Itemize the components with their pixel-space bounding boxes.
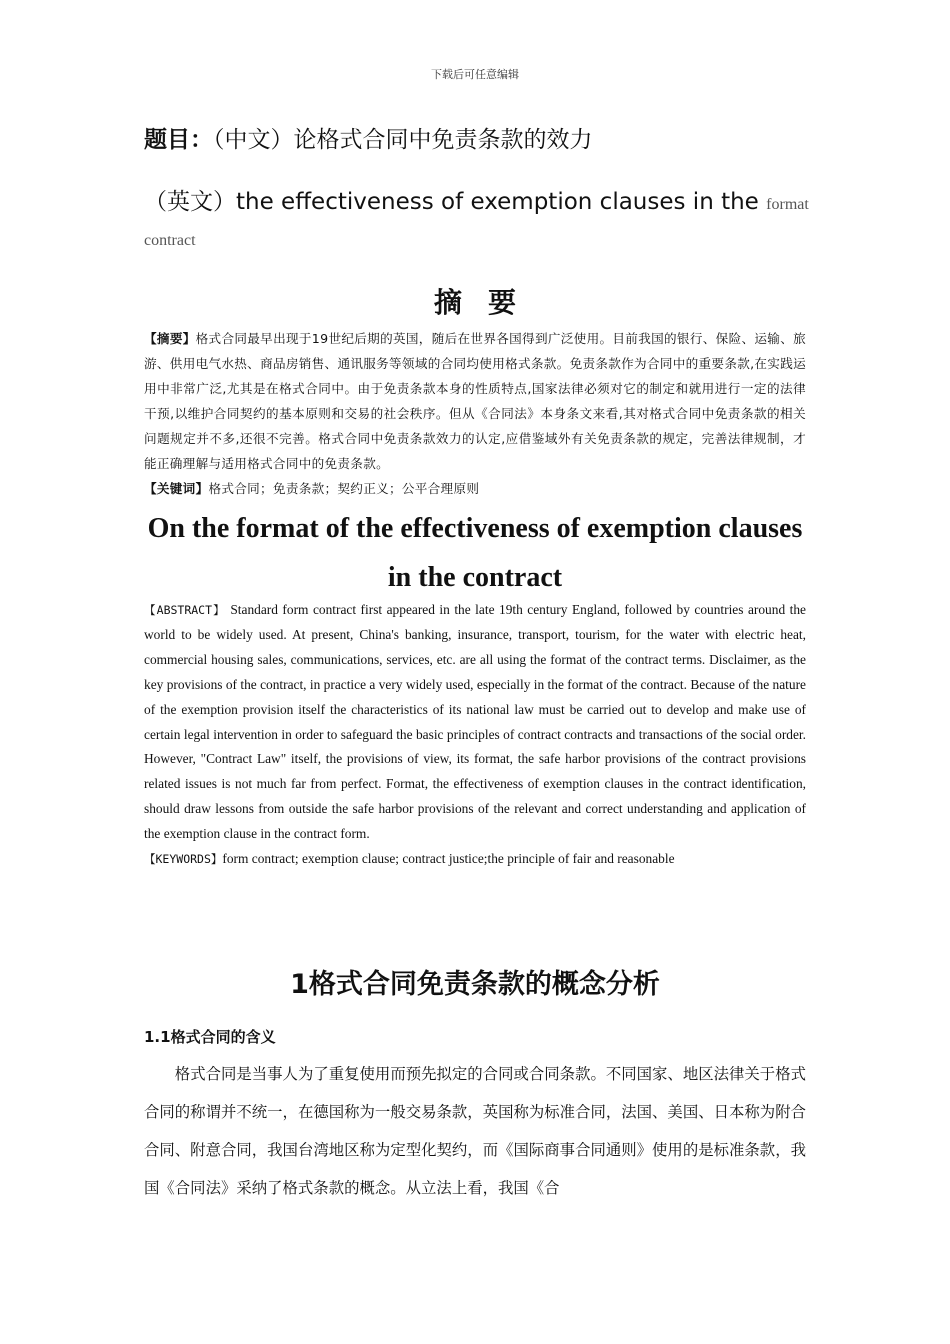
english-title: On the format of the effectiveness of exemption clauses in the contract <box>147 513 803 593</box>
section-title: 1格式合同免责条款的概念分析 <box>290 969 660 1000</box>
title-english <box>144 184 814 251</box>
title-english-text: （英文）the effectiveness of exemption clauses in the <box>144 189 759 215</box>
subsection-title: 1.1格式合同的含义 <box>144 1028 276 1046</box>
keywords-english: form contract; exemption clause; contract justice;the principle of fair and reasonable <box>222 851 675 867</box>
title-label: 题目： <box>144 127 213 153</box>
abstract-label: 【摘要】 <box>144 331 196 346</box>
keywords-english-label: 【KEYWORDS】 <box>144 852 223 867</box>
abstract-english-label: 【ABSTRACT】 <box>144 603 226 617</box>
body-text <box>144 1055 806 1207</box>
title-chinese-text: （中文）论格式合同中免责条款的效力 <box>213 127 593 153</box>
header-note: 下载后可任意编辑 <box>431 68 519 81</box>
body-paragraph: 格式合同是当事人为了重复使用而预先拟定的合同或合同条款。不同国家、地区法律关于格式合同的称谓并不统一，在德国称为一般交易条款，英国称为标准合同，法国、美国、日本称为附合合同、附意合同，我国台湾地区称为定型化契约，而《国际商事合同通则》使用的是标准条款，我国《合同法》采纳了格式条款的概念。从立法上看，我国《合 <box>144 1065 806 1197</box>
abstract-english <box>144 598 806 872</box>
keywords-chinese: 格式合同；免责条款；契约正义；公平合理原则 <box>208 481 480 496</box>
abstract-chinese-text: 格式合同最早出现于19世纪后期的英国，随后在世界各国得到广泛使用。目前我国的银行、保险、运输、旅游、供用电气水热、商品房销售、通讯服务等领域的合同均使用格式条款。免责条款作为合同中的重要条款,在实践运用中非常广泛,尤其是在格式合同中。由于免责条款本身的性质特点,国家法律必须对它的制定和就用进行一定的法律干预,以维护合同契约的基本原则和交易的社会秩序。但从《合同法》本身条文来看,其对格式合同中免责条款的相关问题规定并不多,还很不完善。格式合同中免责条款效力的认定,应借鉴域外有关免责条款的规定，完善法律规制，才能正确理解与适用格式合同中的免责条款。 <box>144 331 806 471</box>
title-chinese <box>144 124 806 156</box>
abstract-chinese <box>144 326 806 501</box>
title-english-continuation: contract <box>144 232 196 249</box>
title-english-small: format <box>766 196 809 213</box>
abstract-english-text: Standard form contract first appeared in the late 19th century England, followed by countries around the world to be widely used. At present, China's banking, insurance, transport, tourism, for the water with electric heat, commercial housing sales, communications, services, etc. are all using the format of the contract terms. Disclaimer, as the key provisions of the contract, in practice a very widely used, especially in the format of the contract. Because of the nature of the exemption provision itself the characteristics of its national law must be carried out to develop and make use of certain legal intervention in order to safeguard the basic principles of contract contracts and transactions of the social order. However, "Contract Law" itself, the provisions of view, its format, the safe harbor provisions of the contract provisions related issues is not much far from perfect. Format, the effectiveness of exemption clauses in the contract identification, should draw lessons from outside the safe harbor provisions of the relevant and correct understanding and application of the exemption clause in the contract form. <box>144 602 806 842</box>
keywords-label: 【关键词】 <box>144 481 209 496</box>
abstract-heading: 摘要 <box>433 286 542 319</box>
